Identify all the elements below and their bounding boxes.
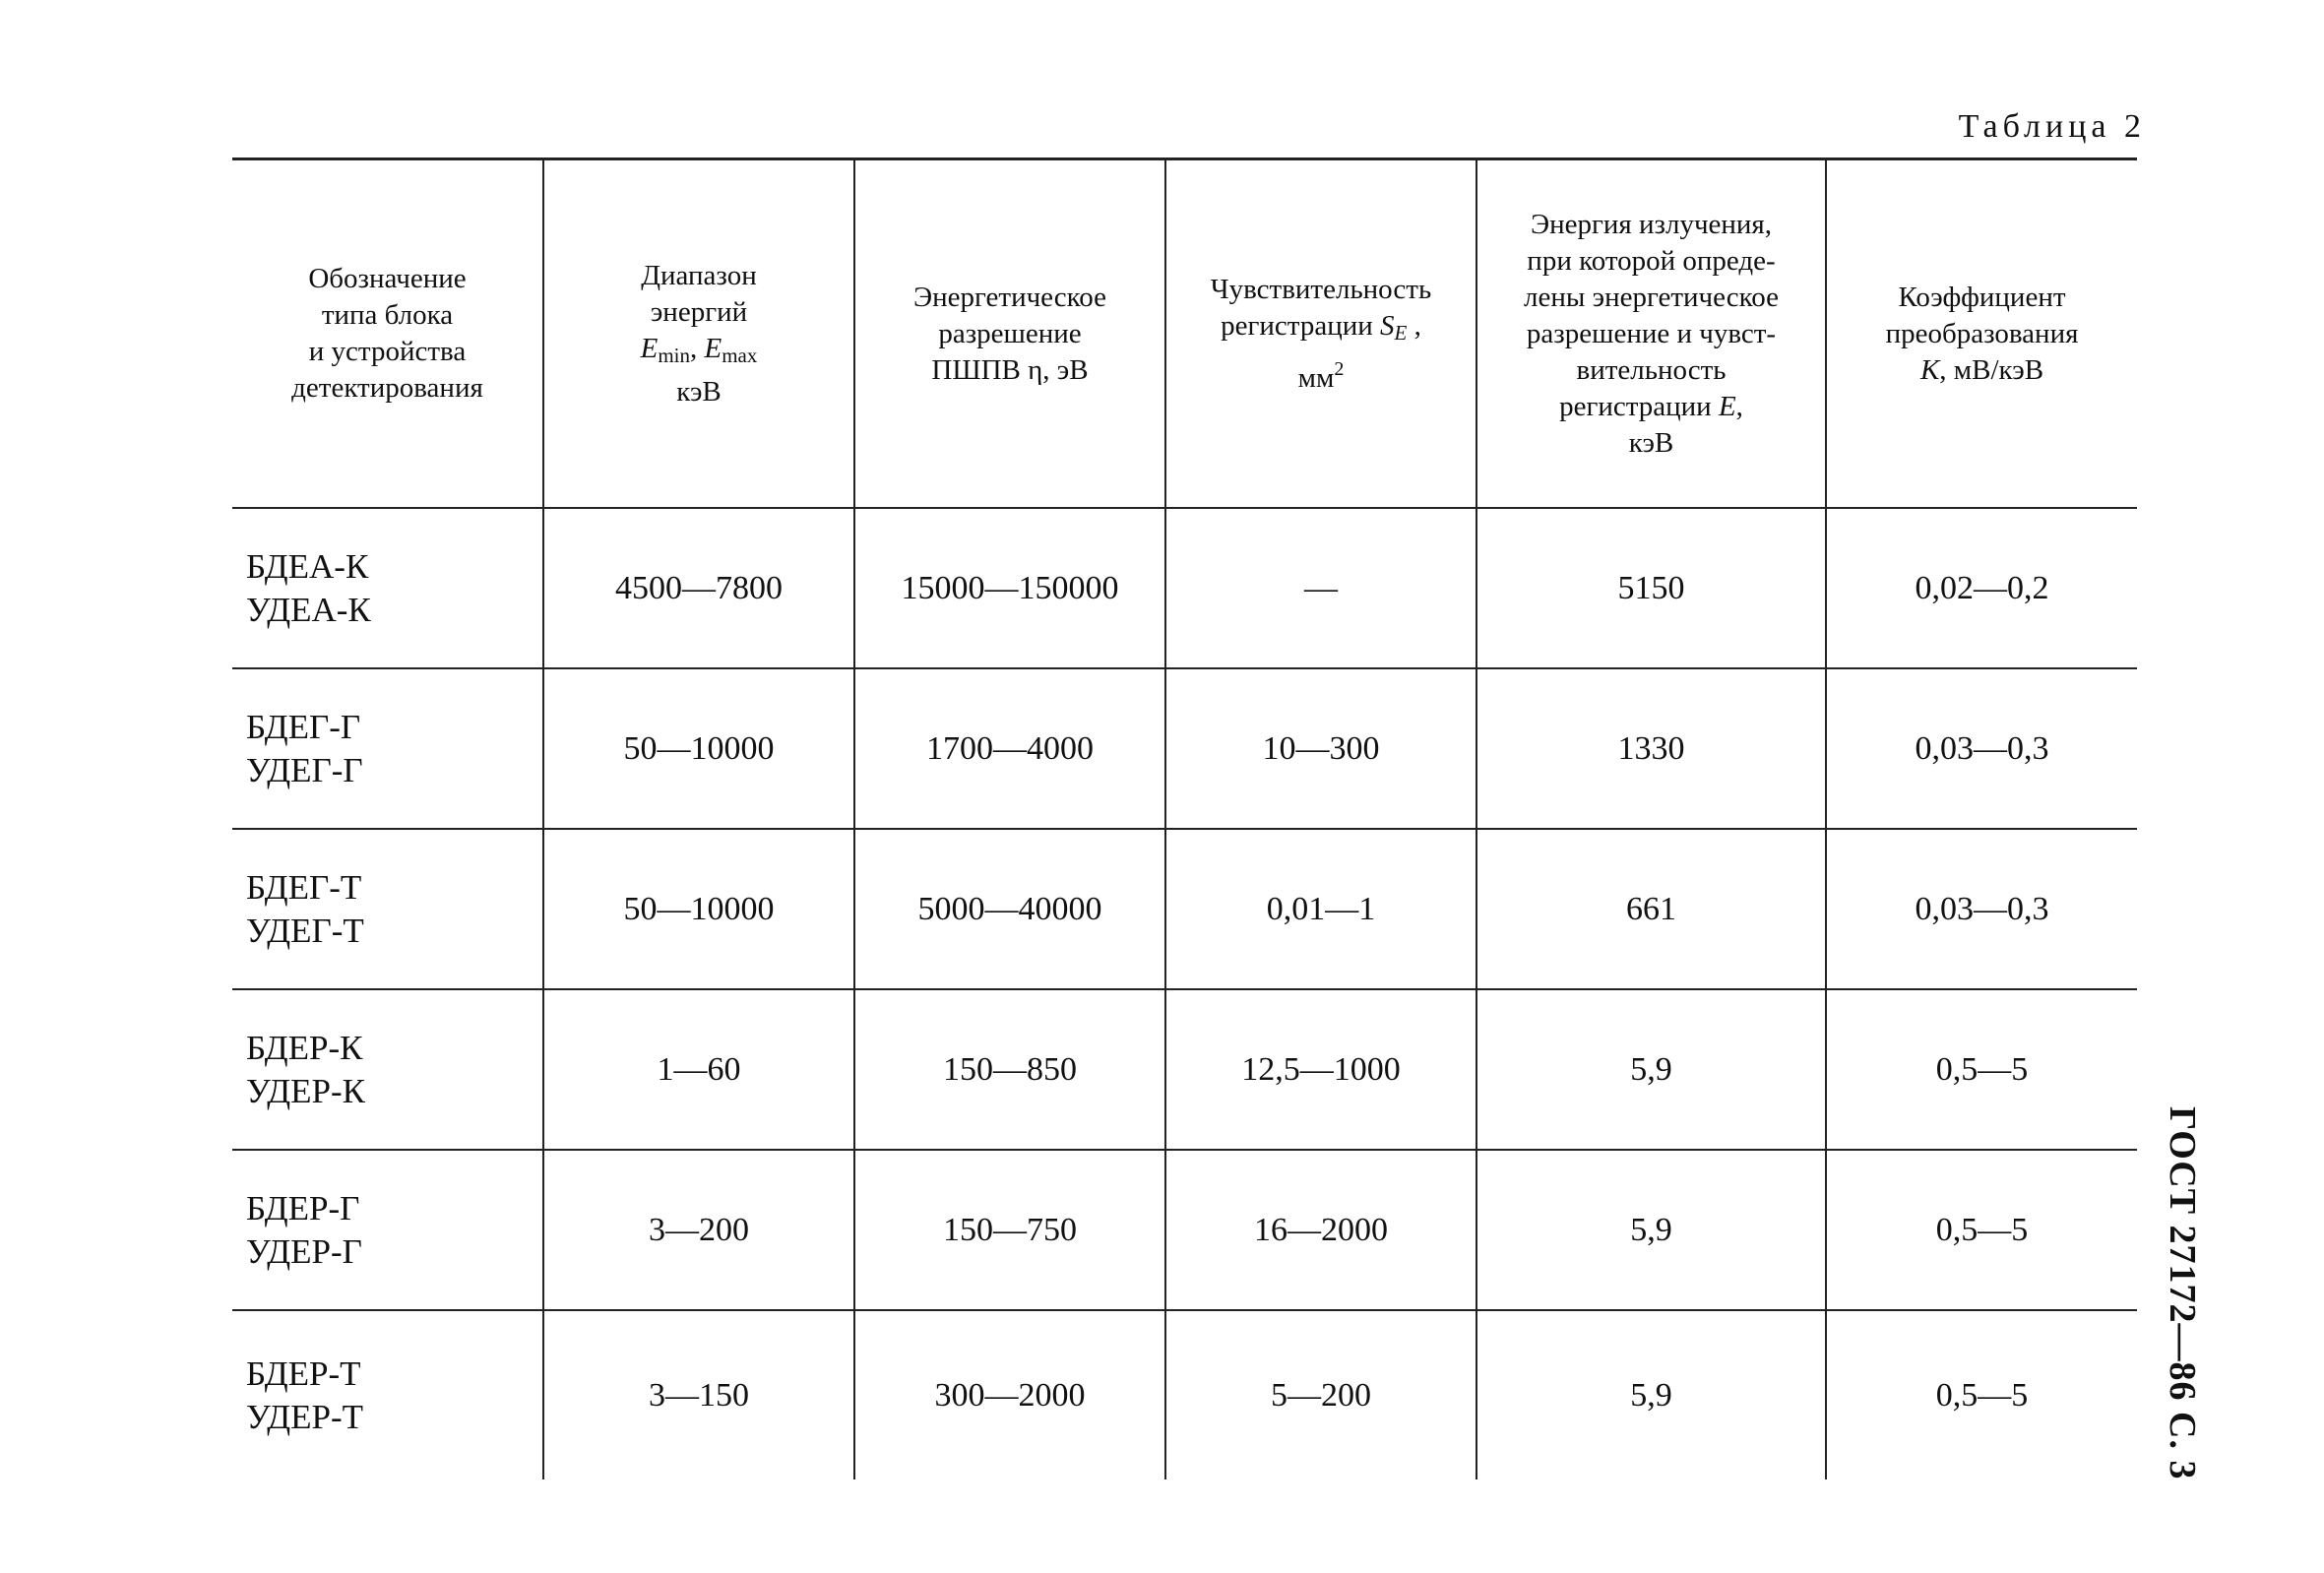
cell-coef: 0,02—0,2 (1826, 508, 2137, 668)
cell-type (232, 989, 543, 1150)
table-caption: Таблица 2 (1958, 108, 2146, 145)
cell-type (232, 668, 543, 829)
cell-energy: 5,9 (1476, 989, 1826, 1150)
cell-coef: 0,5—5 (1826, 1310, 2137, 1479)
type-block: БДЕР-Г (246, 1188, 360, 1227)
range-separator: , (690, 332, 698, 364)
header-range (543, 159, 854, 509)
max-subscript: max (722, 343, 758, 367)
header-sensitivity-symbols (1166, 308, 1476, 351)
header-resolution-line: Энергетическое (912, 281, 1106, 313)
header-coef-symbols (1827, 352, 2137, 389)
cell-range: 50—10000 (543, 829, 854, 989)
cell-resolution: 300—2000 (854, 1310, 1165, 1479)
header-type-line: типа блока (321, 299, 454, 331)
cell-type (232, 829, 543, 989)
cell-resolution: 5000—40000 (854, 829, 1165, 989)
cell-range: 3—150 (543, 1310, 854, 1479)
type-device: УДЕА-К (246, 590, 371, 629)
table-row (232, 1310, 2137, 1479)
table-row (232, 989, 2137, 1150)
type-device: УДЕГ-Т (246, 911, 364, 950)
min-subscript: min (658, 343, 690, 367)
e-symbol: E (1718, 390, 1736, 422)
header-sensitivity-unit (1166, 351, 1476, 397)
header-energy-symbols (1477, 389, 1825, 425)
cell-energy: 1330 (1476, 668, 1826, 829)
cell-type (232, 1150, 543, 1310)
unit-base: мм (1297, 361, 1335, 394)
cell-type (232, 1310, 543, 1479)
sensitivity-suffix: , (1413, 309, 1421, 342)
header-resolution (854, 159, 1165, 509)
type-block: БДЕР-К (246, 1028, 363, 1067)
s-symbol: S (1380, 309, 1395, 342)
type-device: УДЕР-Т (246, 1397, 363, 1436)
header-type-line: детектирования (291, 372, 483, 404)
table-row (232, 508, 2137, 668)
header-type (232, 159, 543, 509)
cell-energy: 5150 (1476, 508, 1826, 668)
energy-prefix: регистрации (1559, 390, 1712, 422)
cell-sensitivity: 10—300 (1165, 668, 1476, 829)
e-min-symbol: E (640, 332, 659, 364)
header-resolution-line: ПШПВ η, эВ (931, 353, 1089, 386)
cell-resolution: 150—750 (854, 1150, 1165, 1310)
header-coef (1826, 159, 2137, 509)
header-energy-line: разрешение и чувст- (1526, 317, 1777, 349)
cell-sensitivity: 0,01—1 (1165, 829, 1476, 989)
header-type-line: и устройства (308, 336, 467, 367)
header-sensitivity-line: Чувствительность (1210, 273, 1432, 305)
cell-range: 4500—7800 (543, 508, 854, 668)
type-device: УДЕР-Г (246, 1231, 362, 1271)
energy-suffix: , (1735, 390, 1743, 422)
cell-sensitivity: 12,5—1000 (1165, 989, 1476, 1150)
cell-range: 1—60 (543, 989, 854, 1150)
header-sensitivity (1165, 159, 1476, 509)
sensitivity-prefix: регистрации (1221, 309, 1373, 342)
cell-resolution: 1700—4000 (854, 668, 1165, 829)
cell-coef: 0,03—0,3 (1826, 668, 2137, 829)
cell-energy: 5,9 (1476, 1150, 1826, 1310)
header-coef-line: Коэффициент (1898, 281, 2066, 313)
cell-coef: 0,5—5 (1826, 989, 2137, 1150)
type-block: БДЕР-Т (246, 1353, 361, 1393)
header-energy-line: лены энергетическое (1524, 281, 1779, 313)
header-energy (1476, 159, 1826, 509)
cell-sensitivity: 5—200 (1165, 1310, 1476, 1479)
cell-energy: 661 (1476, 829, 1826, 989)
header-range-line: энергий (650, 295, 748, 328)
table-row (232, 1150, 2137, 1310)
cell-energy: 5,9 (1476, 1310, 1826, 1479)
cell-resolution: 15000—150000 (854, 508, 1165, 668)
type-block: БДЕГ-Г (246, 707, 361, 746)
data-table (232, 157, 2137, 1479)
k-symbol: K (1919, 353, 1940, 386)
type-device: УДЕР-К (246, 1071, 365, 1110)
cell-range: 3—200 (543, 1150, 854, 1310)
header-energy-unit: кэВ (1628, 426, 1674, 459)
header-energy-line: при которой опреде- (1527, 244, 1776, 277)
header-energy-line: Энергия излучения, (1530, 208, 1773, 240)
header-resolution-line: разрешение (938, 317, 1082, 349)
standard-page-label: ГОСТ 27172—86 С. 3 (2162, 1106, 2203, 1480)
header-energy-line: вительность (1576, 353, 1727, 386)
cell-sensitivity: 16—2000 (1165, 1150, 1476, 1310)
header-range-line: Диапазон (641, 259, 757, 291)
header-range-unit: кэВ (676, 375, 722, 408)
coef-unit: , мВ/кэВ (1939, 353, 2044, 386)
header-type-line: Обозначение (308, 263, 467, 294)
s-subscript: E (1394, 320, 1408, 345)
cell-sensitivity: — (1165, 508, 1476, 668)
table-row (232, 668, 2137, 829)
e-max-symbol: E (704, 332, 722, 364)
table-row (232, 829, 2137, 989)
cell-coef: 0,03—0,3 (1826, 829, 2137, 989)
cell-range: 50—10000 (543, 668, 854, 829)
cell-coef: 0,5—5 (1826, 1150, 2137, 1310)
unit-superscript: 2 (1334, 357, 1345, 380)
cell-resolution: 150—850 (854, 989, 1165, 1150)
header-range-symbols (544, 331, 853, 374)
header-row (232, 159, 2137, 509)
type-block: БДЕГ-Т (246, 867, 362, 907)
cell-type (232, 508, 543, 668)
type-block: БДЕА-К (246, 546, 369, 586)
type-device: УДЕГ-Г (246, 750, 363, 789)
header-coef-line: преобразования (1885, 317, 2079, 349)
